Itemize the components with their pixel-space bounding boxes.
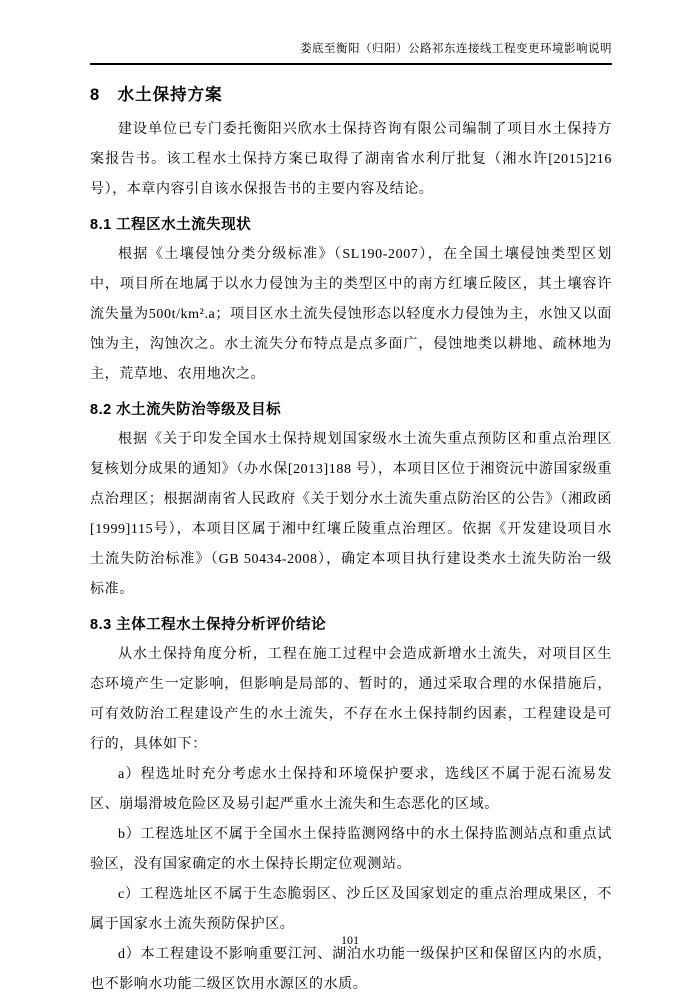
paragraph: 从水土保持角度分析，工程在施工过程中会造成新增水土流失，对项目区生态环境产生一定影响，但影响是局部的、暂时的，通过采取合理的水保措施后，可有效防治工程建设产生的水土流失，不存在水土保持制约因素，工程建设是可行的，具体如下： — [90, 647, 612, 752]
section-8-3-heading: 8.3 主体工程水土保持分析评价结论 — [90, 617, 327, 633]
list-item-c: c）工程选址区不属于生态脆弱区、沙丘区及国家划定的重点治理成果区，不属于国家水土流失预防保护区。 — [90, 887, 612, 932]
section-8-1 — [90, 213, 612, 390]
list-item-d: d）本工程建设不影响重要江河、湖泊水功能一级保护区和保留区内的水质，也不影响水功能二级区饮用水源区的水质。 — [90, 947, 612, 992]
section-8-2-heading: 8.2 水土流失防治等级及目标 — [90, 402, 282, 418]
page-footer — [0, 933, 700, 948]
section-8-1-heading: 8.1 工程区水土流失现状 — [90, 217, 252, 233]
paragraph: 根据《关于印发全国水土保持规划国家级水土流失重点预防区和重点治理区复核划分成果的通知》（办水保[2013]188 号），本项目区位于湘资沅中游国家级重点治理区；根据湖南省人民政府《关于划分水土流失重点防治区的公告》（湘政函[1999]115号），本项目区属于湘中红壤丘陵重点治理区。依据《开发建设项目水土流失防治标准》（GB 50434-2008），确定本项目执行建设类水土流失防治一级标准。 — [90, 432, 612, 597]
page-number: 101 — [341, 933, 359, 947]
list-item-b: b）工程选址区不属于全国水土保持监测网络中的水土保持监测站点和重点试验区，没有国家确定的水土保持长期定位观测站。 — [90, 827, 612, 872]
list-item-a: a）程选址时充分考虑水土保持和环境保护要求，选线区不属于泥石流易发区、崩塌滑坡危险区及易引起严重水土流失和生态恶化的区域。 — [90, 767, 612, 812]
section-8-2 — [90, 398, 612, 605]
section-8 — [90, 81, 612, 205]
paragraph: 根据《土壤侵蚀分类分级标准》（SL190-2007），在全国土壤侵蚀类型区划中，项目所在地属于以水力侵蚀为主的类型区中的南方红壤丘陵区，其土壤容许流失量为500t/km².a；项目区水土流失侵蚀形态以轻度水力侵蚀为主，水蚀又以面蚀为主，沟蚀次之。水土流失分布特点是点多面广，侵蚀地类以耕地、疏林地为主，荒草地、农用地次之。 — [90, 247, 612, 382]
section-8-heading: 8 水土保持方案 — [90, 86, 223, 104]
header-title: 娄底至衡阳（归阳）公路祁东连接线工程变更环境影响说明 — [300, 43, 612, 55]
page-header — [90, 40, 612, 65]
paragraph: 建设单位已专门委托衡阳兴欣水土保持咨询有限公司编制了项目水土保持方案报告书。该工程水土保持方案已取得了湖南省水利厅批复（湘水许[2015]216号），本章内容引自该水保报告书的主要内容及结论。 — [90, 122, 612, 197]
